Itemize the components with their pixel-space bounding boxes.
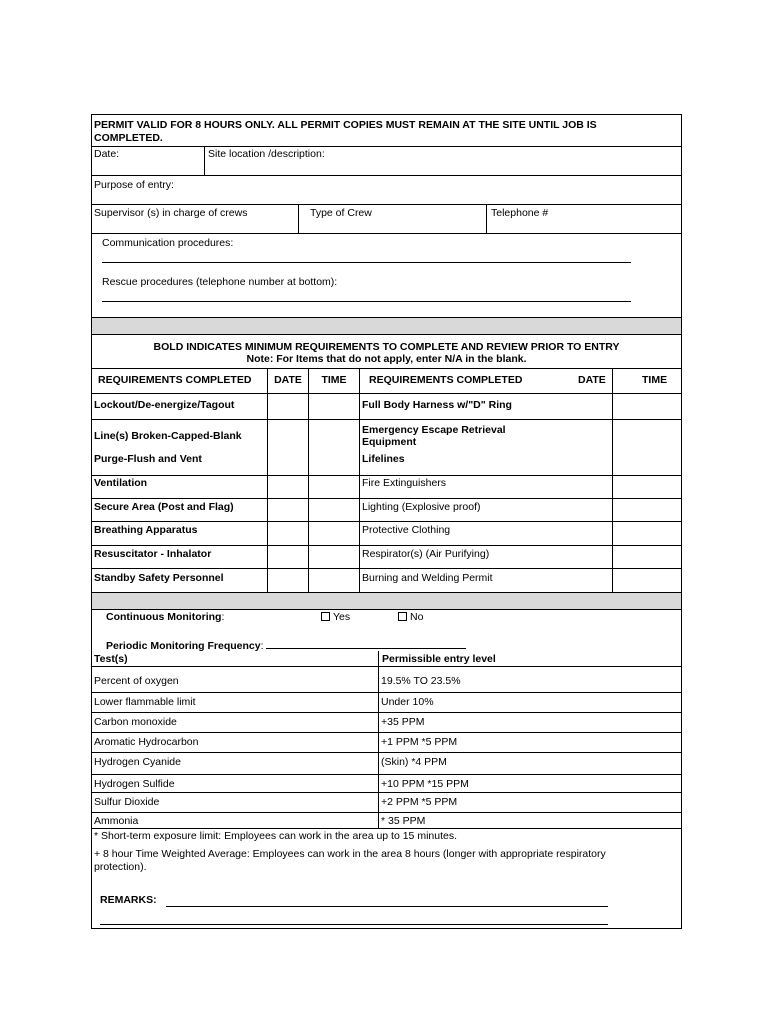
- divider: [92, 568, 681, 569]
- test-lower-flammable: Lower flammable limit: [94, 696, 196, 708]
- req-lifelines: Lifelines: [362, 453, 405, 465]
- col-requirements-left: REQUIREMENTS COMPLETED: [98, 374, 252, 386]
- communication-procedures-line[interactable]: [102, 262, 631, 263]
- divider: [359, 368, 360, 592]
- level-carbon-monoxide: +35 PPM: [381, 716, 425, 728]
- divider: [92, 146, 681, 147]
- divider: [92, 666, 681, 667]
- req-lockout: Lockout/De-energize/Tagout: [94, 399, 235, 411]
- requirements-title: BOLD INDICATES MINIMUM REQUIREMENTS TO COMPLETE AND REVIEW PRIOR TO ENTRY: [153, 341, 620, 353]
- req-lines-broken: Line(s) Broken-Capped-Blank: [94, 430, 242, 442]
- periodic-frequency-field[interactable]: [266, 639, 466, 649]
- divider: [92, 712, 681, 713]
- footnote-twa-cont: protection).: [94, 861, 147, 873]
- continuous-monitoring: Continuous Monitoring:: [106, 611, 225, 623]
- req-escape-retrieval: Emergency Escape Retrieval: [362, 424, 506, 436]
- divider: [92, 475, 681, 476]
- supervisor-label: Supervisor (s) in charge of crews: [94, 207, 248, 219]
- test-sulfur-dioxide: Sulfur Dioxide: [94, 796, 160, 808]
- req-fire-extinguishers: Fire Extinguishers: [362, 477, 447, 489]
- req-escape-retrieval-cont: Equipment: [362, 436, 417, 448]
- test-hydrogen-cyanide: Hydrogen Cyanide: [94, 756, 181, 768]
- divider: [92, 545, 681, 546]
- req-protective-clothing: Protective Clothing: [362, 524, 451, 536]
- col-time-right: TIME: [642, 374, 668, 386]
- remarks-label: REMARKS:: [100, 894, 157, 906]
- site-location-field[interactable]: [205, 160, 681, 175]
- req-secure-area: Secure Area (Post and Flag): [94, 501, 234, 513]
- test-ammonia: Ammonia: [94, 815, 139, 827]
- req-resuscitator: Resuscitator - Inhalator: [94, 548, 212, 560]
- section-separator: [92, 318, 681, 334]
- date-field[interactable]: [92, 160, 204, 175]
- remarks-line[interactable]: [100, 924, 608, 925]
- req-respirators: Respirator(s) (Air Purifying): [362, 548, 490, 560]
- col-date-right: DATE: [578, 374, 606, 386]
- remarks-line[interactable]: [166, 906, 608, 907]
- footnote-short-term: * Short-term exposure limit: Employees can work in the area up to 15 minutes.: [94, 830, 457, 842]
- telephone-label: Telephone #: [491, 207, 549, 219]
- level-lower-flammable: Under 10%: [381, 696, 434, 708]
- divider: [92, 393, 681, 394]
- type-of-crew-field[interactable]: [299, 219, 486, 233]
- divider: [92, 732, 681, 733]
- level-aromatic-hydrocarbon: +1 PPM *5 PPM: [381, 736, 458, 748]
- continuous-no-option[interactable]: No: [398, 611, 423, 624]
- req-standby-personnel: Standby Safety Personnel: [94, 572, 224, 584]
- purpose-of-entry-label: Purpose of entry:: [94, 179, 174, 191]
- divider: [612, 368, 613, 592]
- supervisor-field[interactable]: [92, 219, 298, 233]
- req-purge-flush: Purge-Flush and Vent: [94, 453, 202, 465]
- divider: [92, 498, 681, 499]
- level-hydrogen-sulfide: +10 PPM *15 PPM: [381, 778, 469, 790]
- section-separator: [92, 593, 681, 609]
- divider: [92, 204, 681, 205]
- divider: [92, 175, 681, 176]
- communication-procedures-label: Communication procedures:: [102, 237, 234, 249]
- divider: [92, 334, 681, 335]
- divider: [378, 651, 379, 828]
- level-oxygen: 19.5% TO 23.5%: [381, 675, 461, 687]
- req-body-harness: Full Body Harness w/"D" Ring: [362, 399, 512, 411]
- level-ammonia: * 35 PPM: [381, 815, 426, 827]
- permit-validity-notice-cont: COMPLETED.: [94, 132, 163, 144]
- divider: [92, 774, 681, 775]
- test-oxygen: Percent of oxygen: [94, 675, 179, 687]
- checkbox-icon[interactable]: [398, 612, 407, 621]
- req-lighting: Lighting (Explosive proof): [362, 501, 481, 513]
- date-label: Date:: [94, 148, 120, 160]
- tests-header: Test(s): [94, 653, 128, 665]
- site-location-label: Site location /description:: [208, 148, 325, 160]
- level-hydrogen-cyanide: (Skin) *4 PPM: [381, 756, 447, 768]
- divider: [92, 812, 681, 813]
- divider: [267, 368, 268, 592]
- type-of-crew-label: Type of Crew: [310, 207, 372, 219]
- divider: [92, 692, 681, 693]
- rescue-procedures-label: Rescue procedures (telephone number at bottom):: [102, 276, 338, 288]
- req-breathing-apparatus: Breathing Apparatus: [94, 524, 198, 536]
- col-time-left: TIME: [321, 374, 347, 386]
- continuous-yes-option[interactable]: Yes: [321, 611, 350, 624]
- test-carbon-monoxide: Carbon monoxide: [94, 716, 177, 728]
- req-burning-welding: Burning and Welding Permit: [362, 572, 493, 584]
- telephone-field[interactable]: [487, 219, 681, 233]
- divider: [308, 368, 309, 592]
- divider: [92, 368, 681, 369]
- divider: [92, 419, 681, 420]
- divider: [92, 792, 681, 793]
- divider: [92, 521, 681, 522]
- footnote-twa: + 8 hour Time Weighted Average: Employees can work in the area 8 hours (longer with appropriate respiratory: [94, 848, 606, 860]
- col-date-left: DATE: [274, 374, 302, 386]
- divider: [92, 609, 681, 610]
- permit-validity-notice: PERMIT VALID FOR 8 HOURS ONLY. ALL PERMIT COPIES MUST REMAIN AT THE SITE UNTIL JOB IS: [94, 119, 597, 131]
- req-ventilation: Ventilation: [94, 477, 148, 489]
- divider: [92, 233, 681, 234]
- entry-permit-form: [91, 114, 682, 929]
- test-hydrogen-sulfide: Hydrogen Sulfide: [94, 778, 175, 790]
- divider: [92, 752, 681, 753]
- level-sulfur-dioxide: +2 PPM *5 PPM: [381, 796, 458, 808]
- col-requirements-right: REQUIREMENTS COMPLETED: [369, 374, 523, 386]
- divider: [92, 828, 681, 829]
- purpose-of-entry-field[interactable]: [182, 177, 680, 203]
- checkbox-icon[interactable]: [321, 612, 330, 621]
- requirements-note: Note: For Items that do not apply, enter N/A in the blank.: [246, 353, 527, 365]
- periodic-monitoring: Periodic Monitoring Frequency:: [106, 639, 466, 653]
- rescue-procedures-line[interactable]: [102, 301, 631, 302]
- permissible-level-header: Permissible entry level: [382, 653, 496, 665]
- test-aromatic-hydrocarbon: Aromatic Hydrocarbon: [94, 736, 199, 748]
